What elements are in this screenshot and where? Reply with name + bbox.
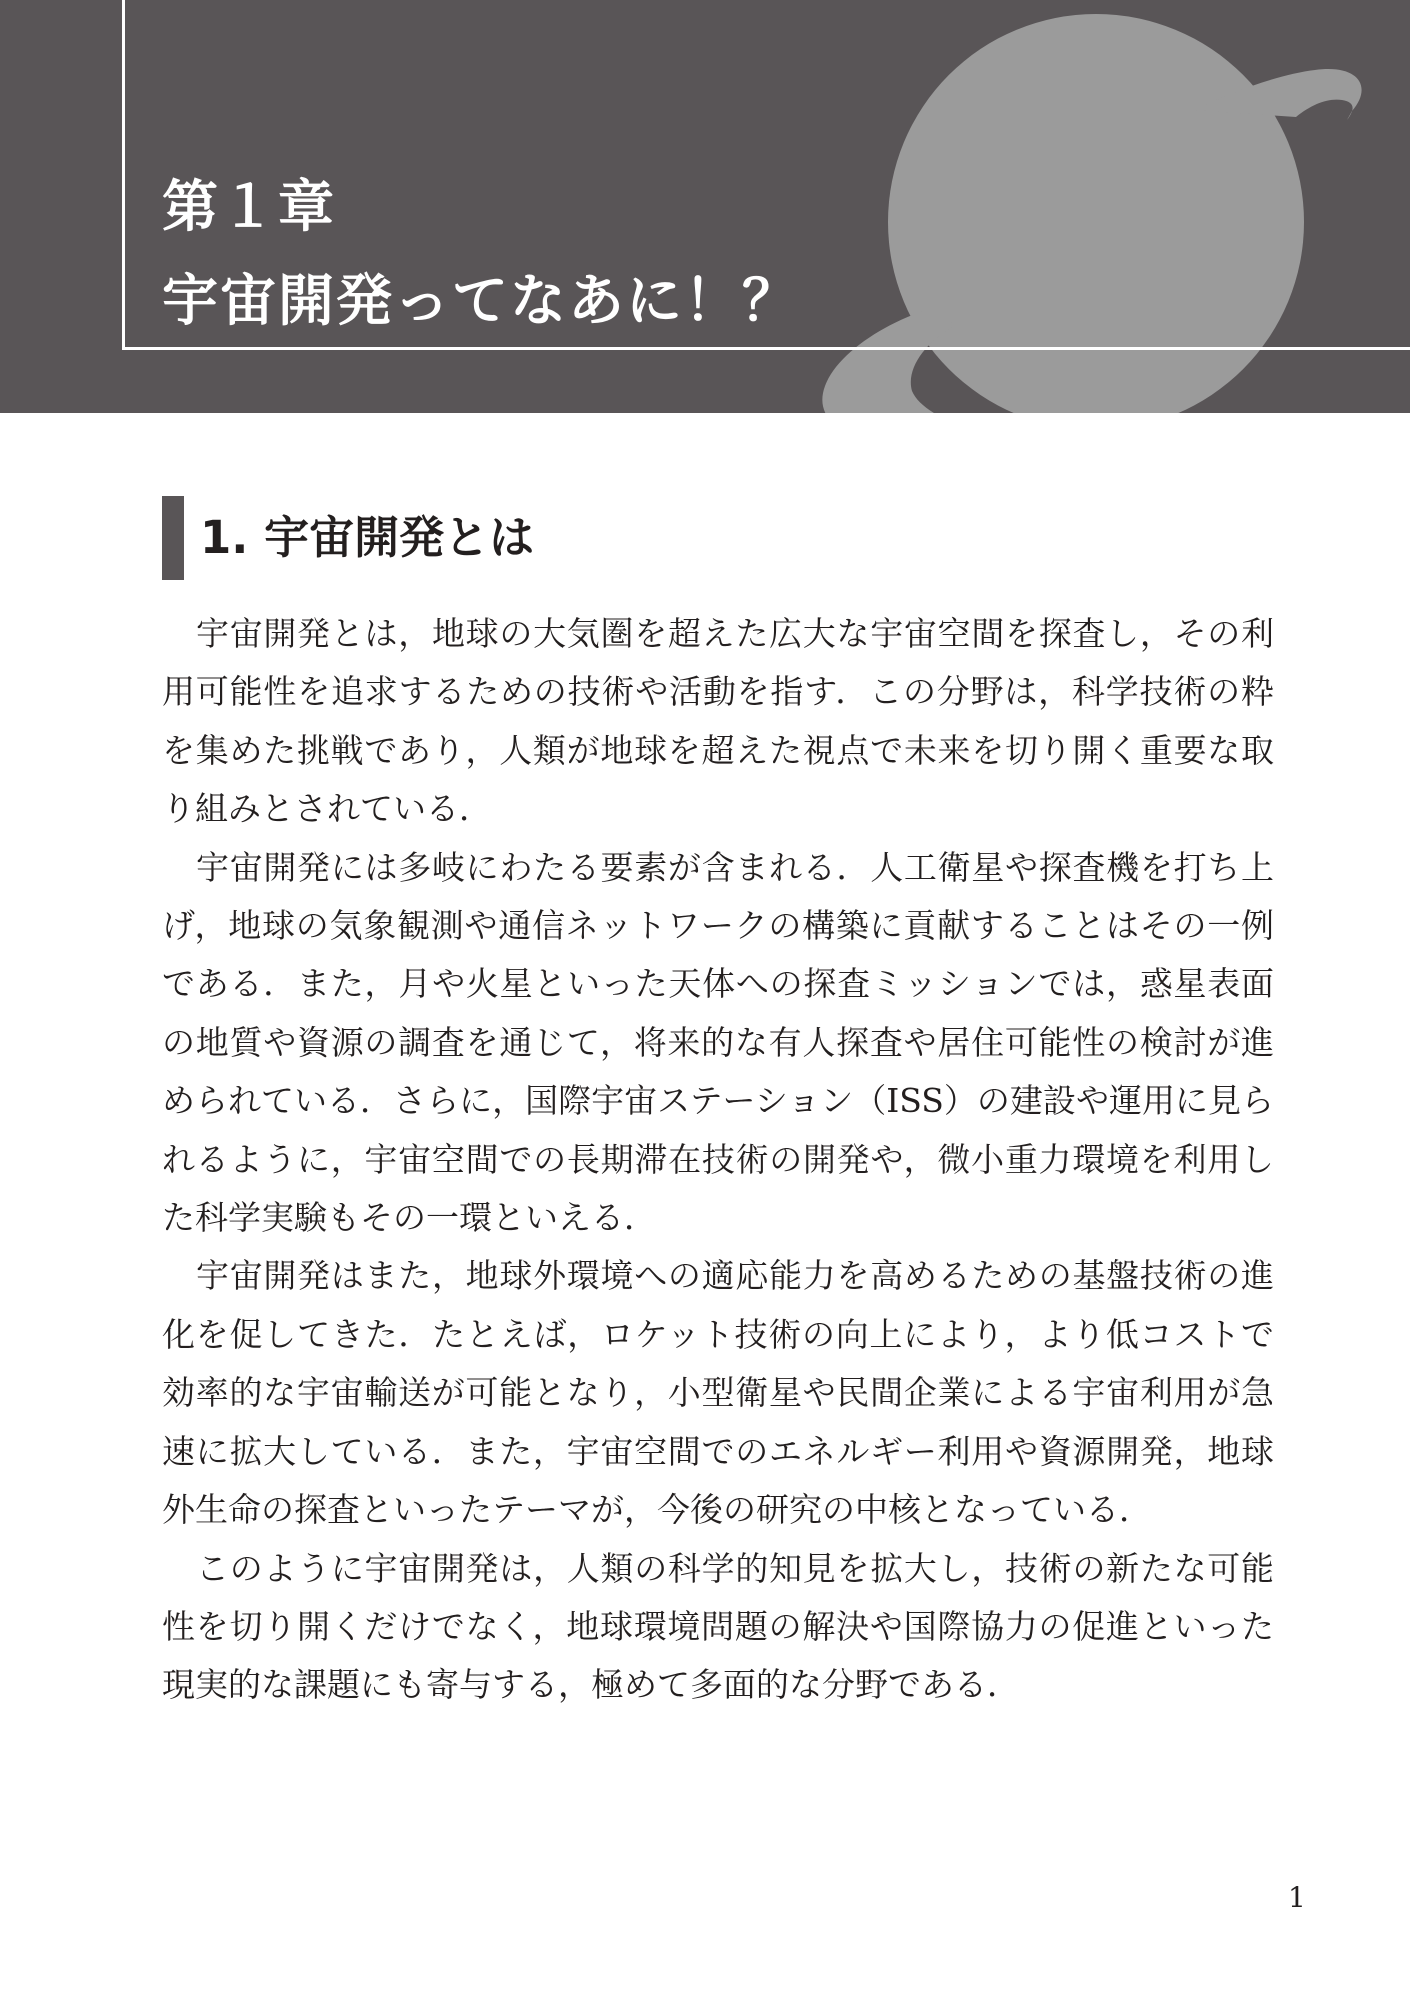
page-number: 1 <box>1288 1881 1306 1914</box>
chapter-number: 第１章 <box>162 175 336 240</box>
paragraph: 宇宙開発とは，地球の大気圏を超えた広大な宇宙空間を探査し，その利用可能性を追求するための技術や活動を指す．この分野は，科学技術の粋を集めた挑戦であり，人類が地球を超えた視点で未来を切り開く重要な取り組みとされている． <box>162 614 1274 829</box>
paragraph: 宇宙開発はまた，地球外環境への適応能力を高めるための基盤技術の進化を促してきた．たとえば，ロケット技術の向上により，より低コストで効率的な宇宙輸送が可能となり，小型衛星や民間企業による宇宙利用が急速に拡大している．また，宇宙空間でのエネルギー利用や資源開発，地球外生命の探査といったテーマが，今後の研究の中核となっている． <box>162 1256 1274 1530</box>
paragraph: 宇宙開発には多岐にわたる要素が含まれる．人工衛星や探査機を打ち上げ，地球の気象観測や通信ネットワークの構築に貢献することはその一例である．また，月や火星といった天体への探査ミッションでは，惑星表面の地質や資源の調査を通じて，将来的な有人探査や居住可能性の検討が進められている．さらに，国際宇宙ステーション（ISS）の建設や運用に見られるように，宇宙空間での長期滞在技術の開発や，微小重力環境を利用した科学実験もその一環といえる． <box>162 847 1274 1238</box>
body-text <box>162 605 1274 1715</box>
chapter-banner <box>0 0 1410 413</box>
section-heading-marker <box>162 496 184 580</box>
paragraph: このように宇宙開発は，人類の科学的知見を拡大し，技術の新たな可能性を切り開くだけでなく，地球環境問題の解決や国際協力の促進といった現実的な課題にも寄与する，極めて多面的な分野である． <box>162 1548 1274 1705</box>
chapter-title: 宇宙開発ってなあに！？ <box>162 269 800 334</box>
section-heading: 1. 宇宙開発とは <box>200 511 535 564</box>
